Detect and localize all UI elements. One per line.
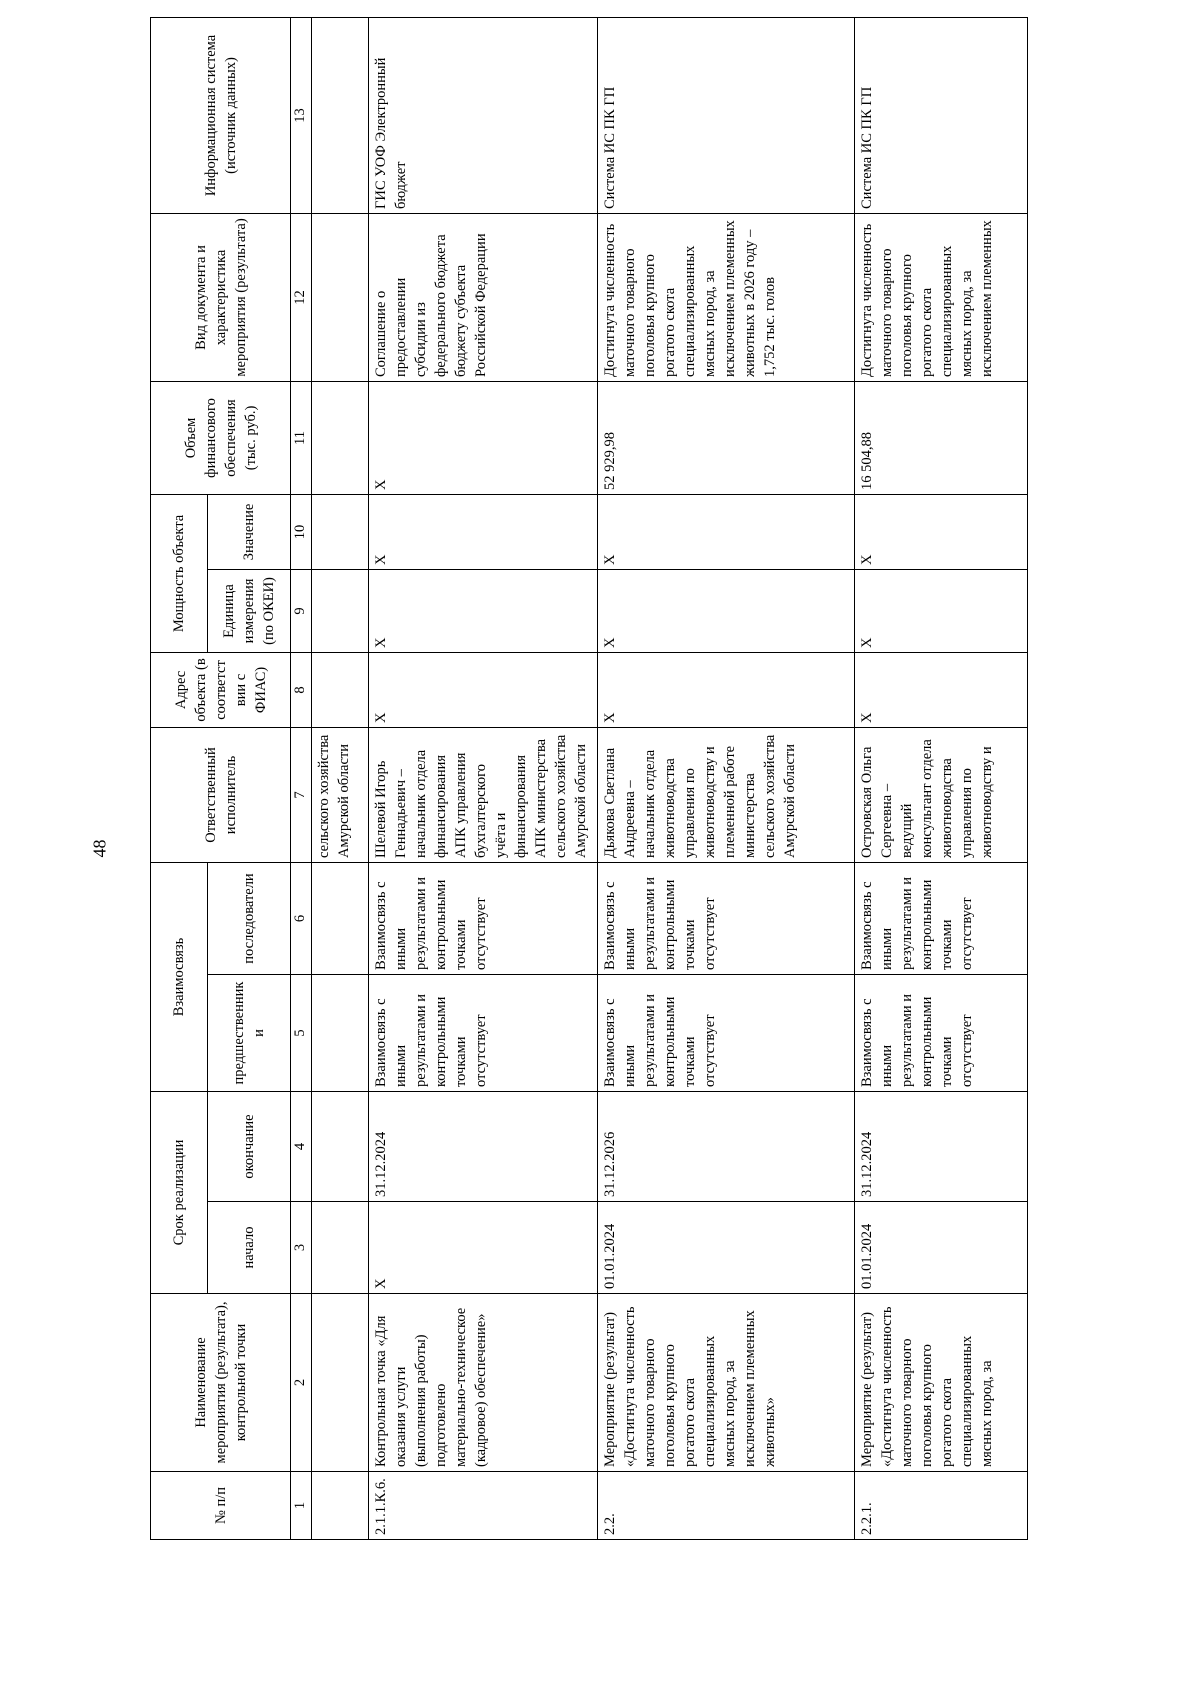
cell-value: X <box>598 494 855 569</box>
column-number: 10 <box>291 494 312 569</box>
cell-infosys <box>312 17 369 213</box>
cell-name: Контрольная точка «Для оказания услуги (выполнения работы) подготовлено материально-техническое (кадровое) обеспечение» <box>369 1294 598 1472</box>
cell-infosys: ГИС УОФ Электронный бюджет <box>369 17 598 213</box>
column-number: 4 <box>291 1092 312 1202</box>
cell-successors: Взаимосвязь с иными результатами и контрольными точками отсутствует <box>598 862 855 974</box>
cell-doc: Достигнута численность маточного товарного поголовья крупного рогатого скота специализированных мясных пород, за исключением племенных <box>855 213 1028 381</box>
cell-doc: Достигнута численность маточного товарного поголовья крупного рогатого скота специализированных мясных пород, за исключением племенных животных в 2026 году – 1,752 тыс. голов <box>598 213 855 381</box>
cell-responsible: Дьякова Светлана Андреевна – начальник отдела животноводства управления по животноводству и племенной работе министерства сельского хозяйства Амурской области <box>598 727 855 862</box>
column-number: 6 <box>291 862 312 974</box>
cell-finance: X <box>369 381 598 494</box>
column-number: 8 <box>291 652 312 727</box>
header-period: Срок реализации <box>151 1092 208 1294</box>
cell-responsible: сельского хозяйства Амурской области <box>312 727 369 862</box>
cell-value <box>312 494 369 569</box>
header-capacity: Мощность объекта <box>151 494 208 652</box>
cell-address: X <box>855 652 1028 727</box>
table-row <box>598 17 855 1539</box>
cell-finance: 16 504,88 <box>855 381 1028 494</box>
cell-predecessors <box>312 975 369 1092</box>
column-number: 3 <box>291 1202 312 1294</box>
cell-no: 2.2.1. <box>855 1472 1028 1540</box>
cell-address <box>312 652 369 727</box>
page-number: 48 <box>89 839 110 858</box>
header-responsible: Ответственный исполнитель <box>151 727 291 862</box>
header-no: № п/п <box>151 1472 291 1540</box>
header-row-1 <box>151 17 208 1539</box>
column-number-row <box>291 17 312 1539</box>
cell-unit: X <box>855 569 1028 652</box>
cell-end <box>312 1092 369 1202</box>
table-row <box>855 17 1028 1539</box>
column-number: 7 <box>291 727 312 862</box>
cell-end: 31.12.2026 <box>598 1092 855 1202</box>
cell-no: 2.2. <box>598 1472 855 1540</box>
header-relation: Взаимосвязь <box>151 862 208 1091</box>
column-number: 13 <box>291 17 312 213</box>
table-row <box>369 17 598 1539</box>
header-infosys: Информационная система (источник данных) <box>151 17 291 213</box>
cell-infosys: Система ИС ПК ГП <box>598 17 855 213</box>
header-finance: Объем финансового обеспечения (тыс. руб.) <box>151 381 291 494</box>
header-successors: последователи <box>208 862 291 974</box>
cell-unit <box>312 569 369 652</box>
cell-successors: Взаимосвязь с иными результатами и контрольными точками отсутствует <box>855 862 1028 974</box>
document-table-rotated <box>150 18 1060 1540</box>
cell-start: 01.01.2024 <box>598 1202 855 1294</box>
header-name: Наименование мероприятия (результата), контрольной точки <box>151 1294 291 1472</box>
header-unit: Единица измерения (по ОКЕИ) <box>208 569 291 652</box>
cell-responsible: Шелевой Игорь Геннадьевич – начальник отдела финансирования АПК управления бухгалтерского учёта и финансирования АПК министерства сельского хозяйства Амурской области <box>369 727 598 862</box>
header-address: Адрес объекта (в соответствии с ФИАС) <box>151 652 291 727</box>
column-number: 9 <box>291 569 312 652</box>
cell-end: 31.12.2024 <box>855 1092 1028 1202</box>
cell-responsible: Островская Ольга Сергеевна – ведущий консультант отдела животноводства управления по животноводству и <box>855 727 1028 862</box>
cell-value: X <box>369 494 598 569</box>
table-row <box>312 17 369 1539</box>
cell-value: X <box>855 494 1028 569</box>
column-number: 2 <box>291 1294 312 1472</box>
cell-start: 01.01.2024 <box>855 1202 1028 1294</box>
cell-successors: Взаимосвязь с иными результатами и контрольными точками отсутствует <box>369 862 598 974</box>
cell-unit: X <box>598 569 855 652</box>
cell-finance <box>312 381 369 494</box>
column-number: 5 <box>291 975 312 1092</box>
cell-doc: Соглашение о предоставлении субсидии из федерального бюджета бюджету субъекта Российской Федерации <box>369 213 598 381</box>
cell-address: X <box>369 652 598 727</box>
header-doc: Вид документа и характеристика мероприятия (результата) <box>151 213 291 381</box>
cell-name <box>312 1294 369 1472</box>
column-number: 11 <box>291 381 312 494</box>
cell-doc <box>312 213 369 381</box>
cell-address: X <box>598 652 855 727</box>
column-number: 12 <box>291 213 312 381</box>
header-value: Значение <box>208 494 291 569</box>
header-start: начало <box>208 1202 291 1294</box>
cell-no: 2.1.1.К.6. <box>369 1472 598 1540</box>
cell-start <box>312 1202 369 1294</box>
cell-unit: X <box>369 569 598 652</box>
header-end: окончание <box>208 1092 291 1202</box>
cell-end: 31.12.2024 <box>369 1092 598 1202</box>
column-number: 1 <box>291 1472 312 1540</box>
cell-predecessors: Взаимосвязь с иными результатами и контрольными точками отсутствует <box>598 975 855 1092</box>
cell-finance: 52 929,98 <box>598 381 855 494</box>
cell-name: Мероприятие (результат) «Достигнута численность маточного товарного поголовья крупного рогатого скота специализированных мясных пород, за <box>855 1294 1028 1472</box>
cell-infosys: Система ИС ПК ГП <box>855 17 1028 213</box>
cell-name: Мероприятие (результат) «Достигнута численность маточного товарного поголовья крупного рогатого скота специализированных мясных пород, за исключением племенных животных» <box>598 1294 855 1472</box>
cell-start: X <box>369 1202 598 1294</box>
cell-successors <box>312 862 369 974</box>
header-predecessors: предшественники <box>208 975 291 1092</box>
cell-predecessors: Взаимосвязь с иными результатами и контрольными точками отсутствует <box>369 975 598 1092</box>
results-table <box>150 17 1028 1540</box>
cell-no <box>312 1472 369 1540</box>
cell-predecessors: Взаимосвязь с иными результатами и контрольными точками отсутствует <box>855 975 1028 1092</box>
